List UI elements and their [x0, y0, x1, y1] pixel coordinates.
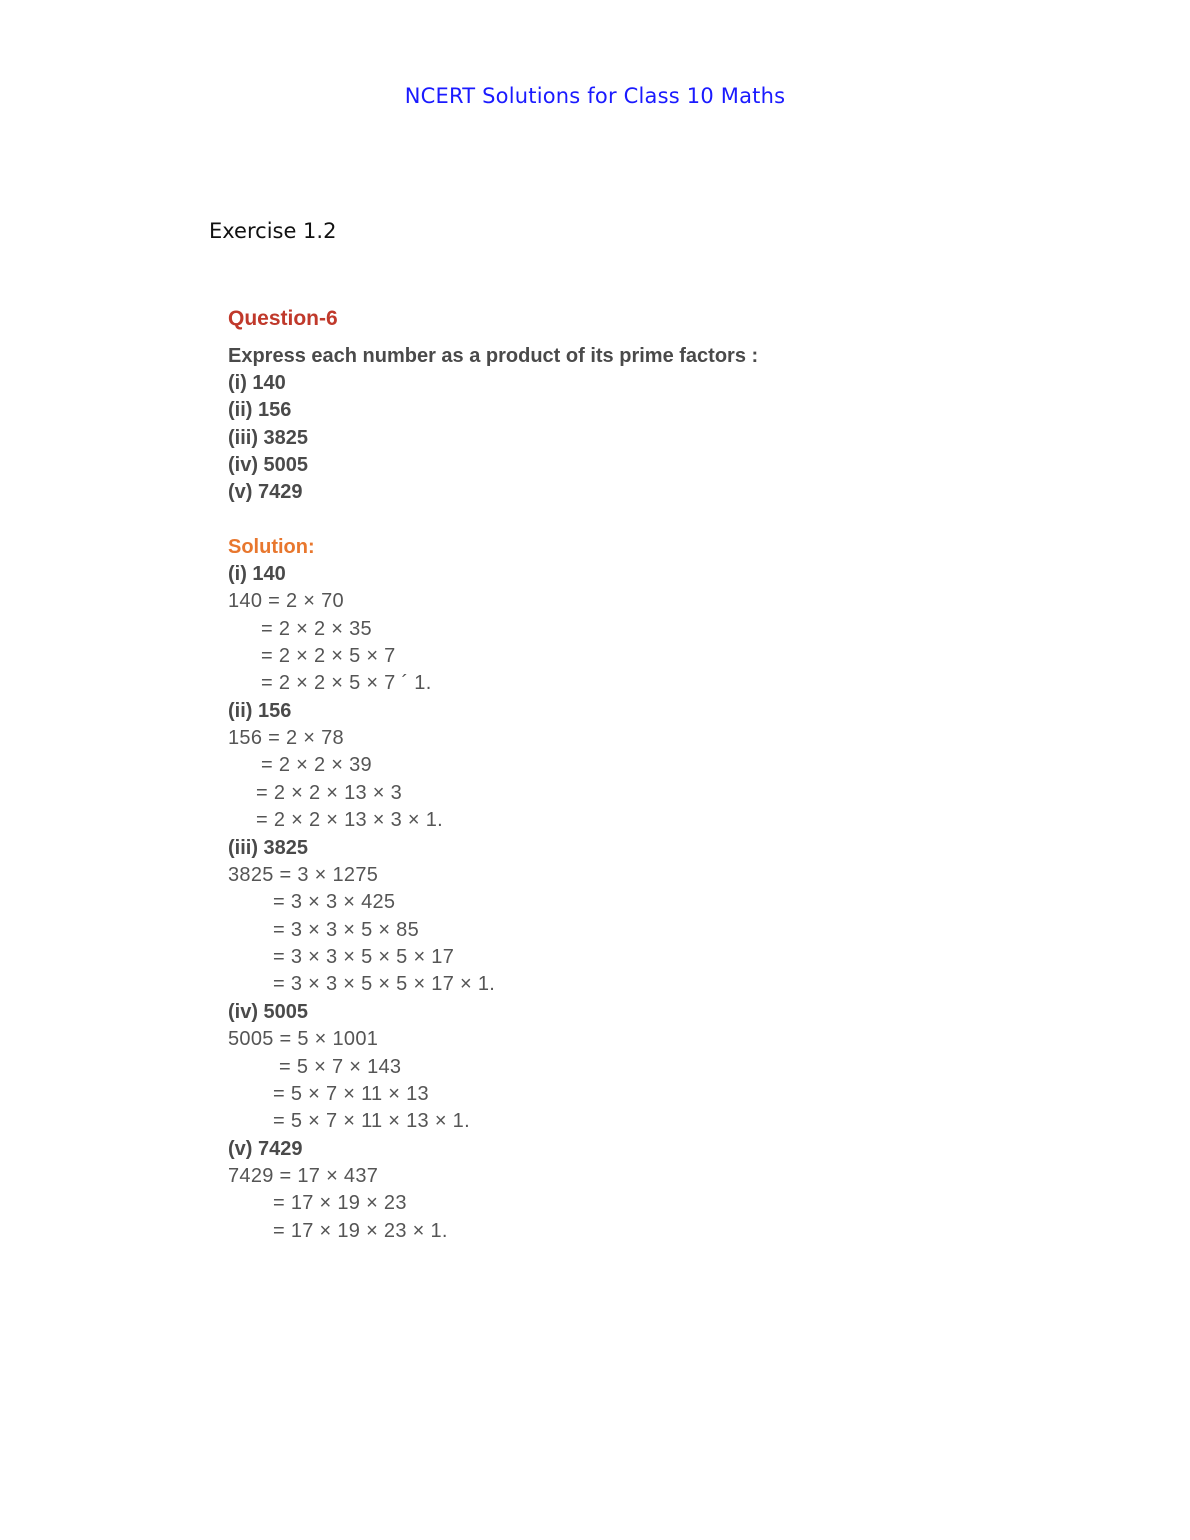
- solution-part-label: (i) 140: [228, 563, 286, 585]
- solution-part-label: (iv) 5005: [228, 1001, 309, 1023]
- solution-step: = 2 × 2 × 39: [261, 754, 372, 776]
- question-item: (i) 140: [228, 372, 286, 394]
- solution-title: Solution:: [228, 536, 315, 558]
- solution-step: = 2 × 2 × 5 × 7 ´ 1.: [261, 672, 432, 694]
- solution-step: = 3 × 3 × 5 × 5 × 17 × 1.: [273, 973, 496, 995]
- question-item: (iv) 5005: [228, 454, 309, 476]
- solution-step: 7429 = 17 × 437: [228, 1165, 379, 1187]
- solution-step: = 5 × 7 × 143: [279, 1056, 402, 1078]
- solution-step: = 3 × 3 × 5 × 85: [273, 919, 420, 941]
- solution-step: = 2 × 2 × 35: [261, 618, 372, 640]
- solution-step: = 17 × 19 × 23 × 1.: [273, 1220, 448, 1242]
- question-item: (ii) 156: [228, 399, 292, 421]
- solution-step: = 3 × 3 × 5 × 5 × 17: [273, 946, 455, 968]
- solution-step: = 17 × 19 × 23: [273, 1192, 407, 1214]
- question-title: Question-6: [228, 307, 338, 330]
- solution-step: 5005 = 5 × 1001: [228, 1028, 379, 1050]
- solution-step: 3825 = 3 × 1275: [228, 864, 379, 886]
- solution-step: = 2 × 2 × 5 × 7: [261, 645, 396, 667]
- header-title-link[interactable]: NCERT Solutions for Class 10 Maths: [404, 84, 786, 108]
- solution-step: = 5 × 7 × 11 × 13 × 1.: [273, 1110, 470, 1132]
- solution-step: = 3 × 3 × 425: [273, 891, 396, 913]
- question-item: (v) 7429: [228, 481, 303, 503]
- solution-step: = 2 × 2 × 13 × 3: [256, 782, 403, 804]
- solution-step: 156 = 2 × 78: [228, 727, 344, 749]
- solution-step: 140 = 2 × 70: [228, 590, 344, 612]
- solution-part-label: (ii) 156: [228, 700, 292, 722]
- solution-step: = 2 × 2 × 13 × 3 × 1.: [256, 809, 444, 831]
- solution-part-label: (iii) 3825: [228, 837, 309, 859]
- question-prompt: Express each number as a product of its prime factors :: [228, 345, 759, 367]
- exercise-label: Exercise 1.2: [209, 219, 337, 243]
- solution-step: = 5 × 7 × 11 × 13: [273, 1083, 429, 1105]
- question-item: (iii) 3825: [228, 427, 309, 449]
- solution-part-label: (v) 7429: [228, 1138, 303, 1160]
